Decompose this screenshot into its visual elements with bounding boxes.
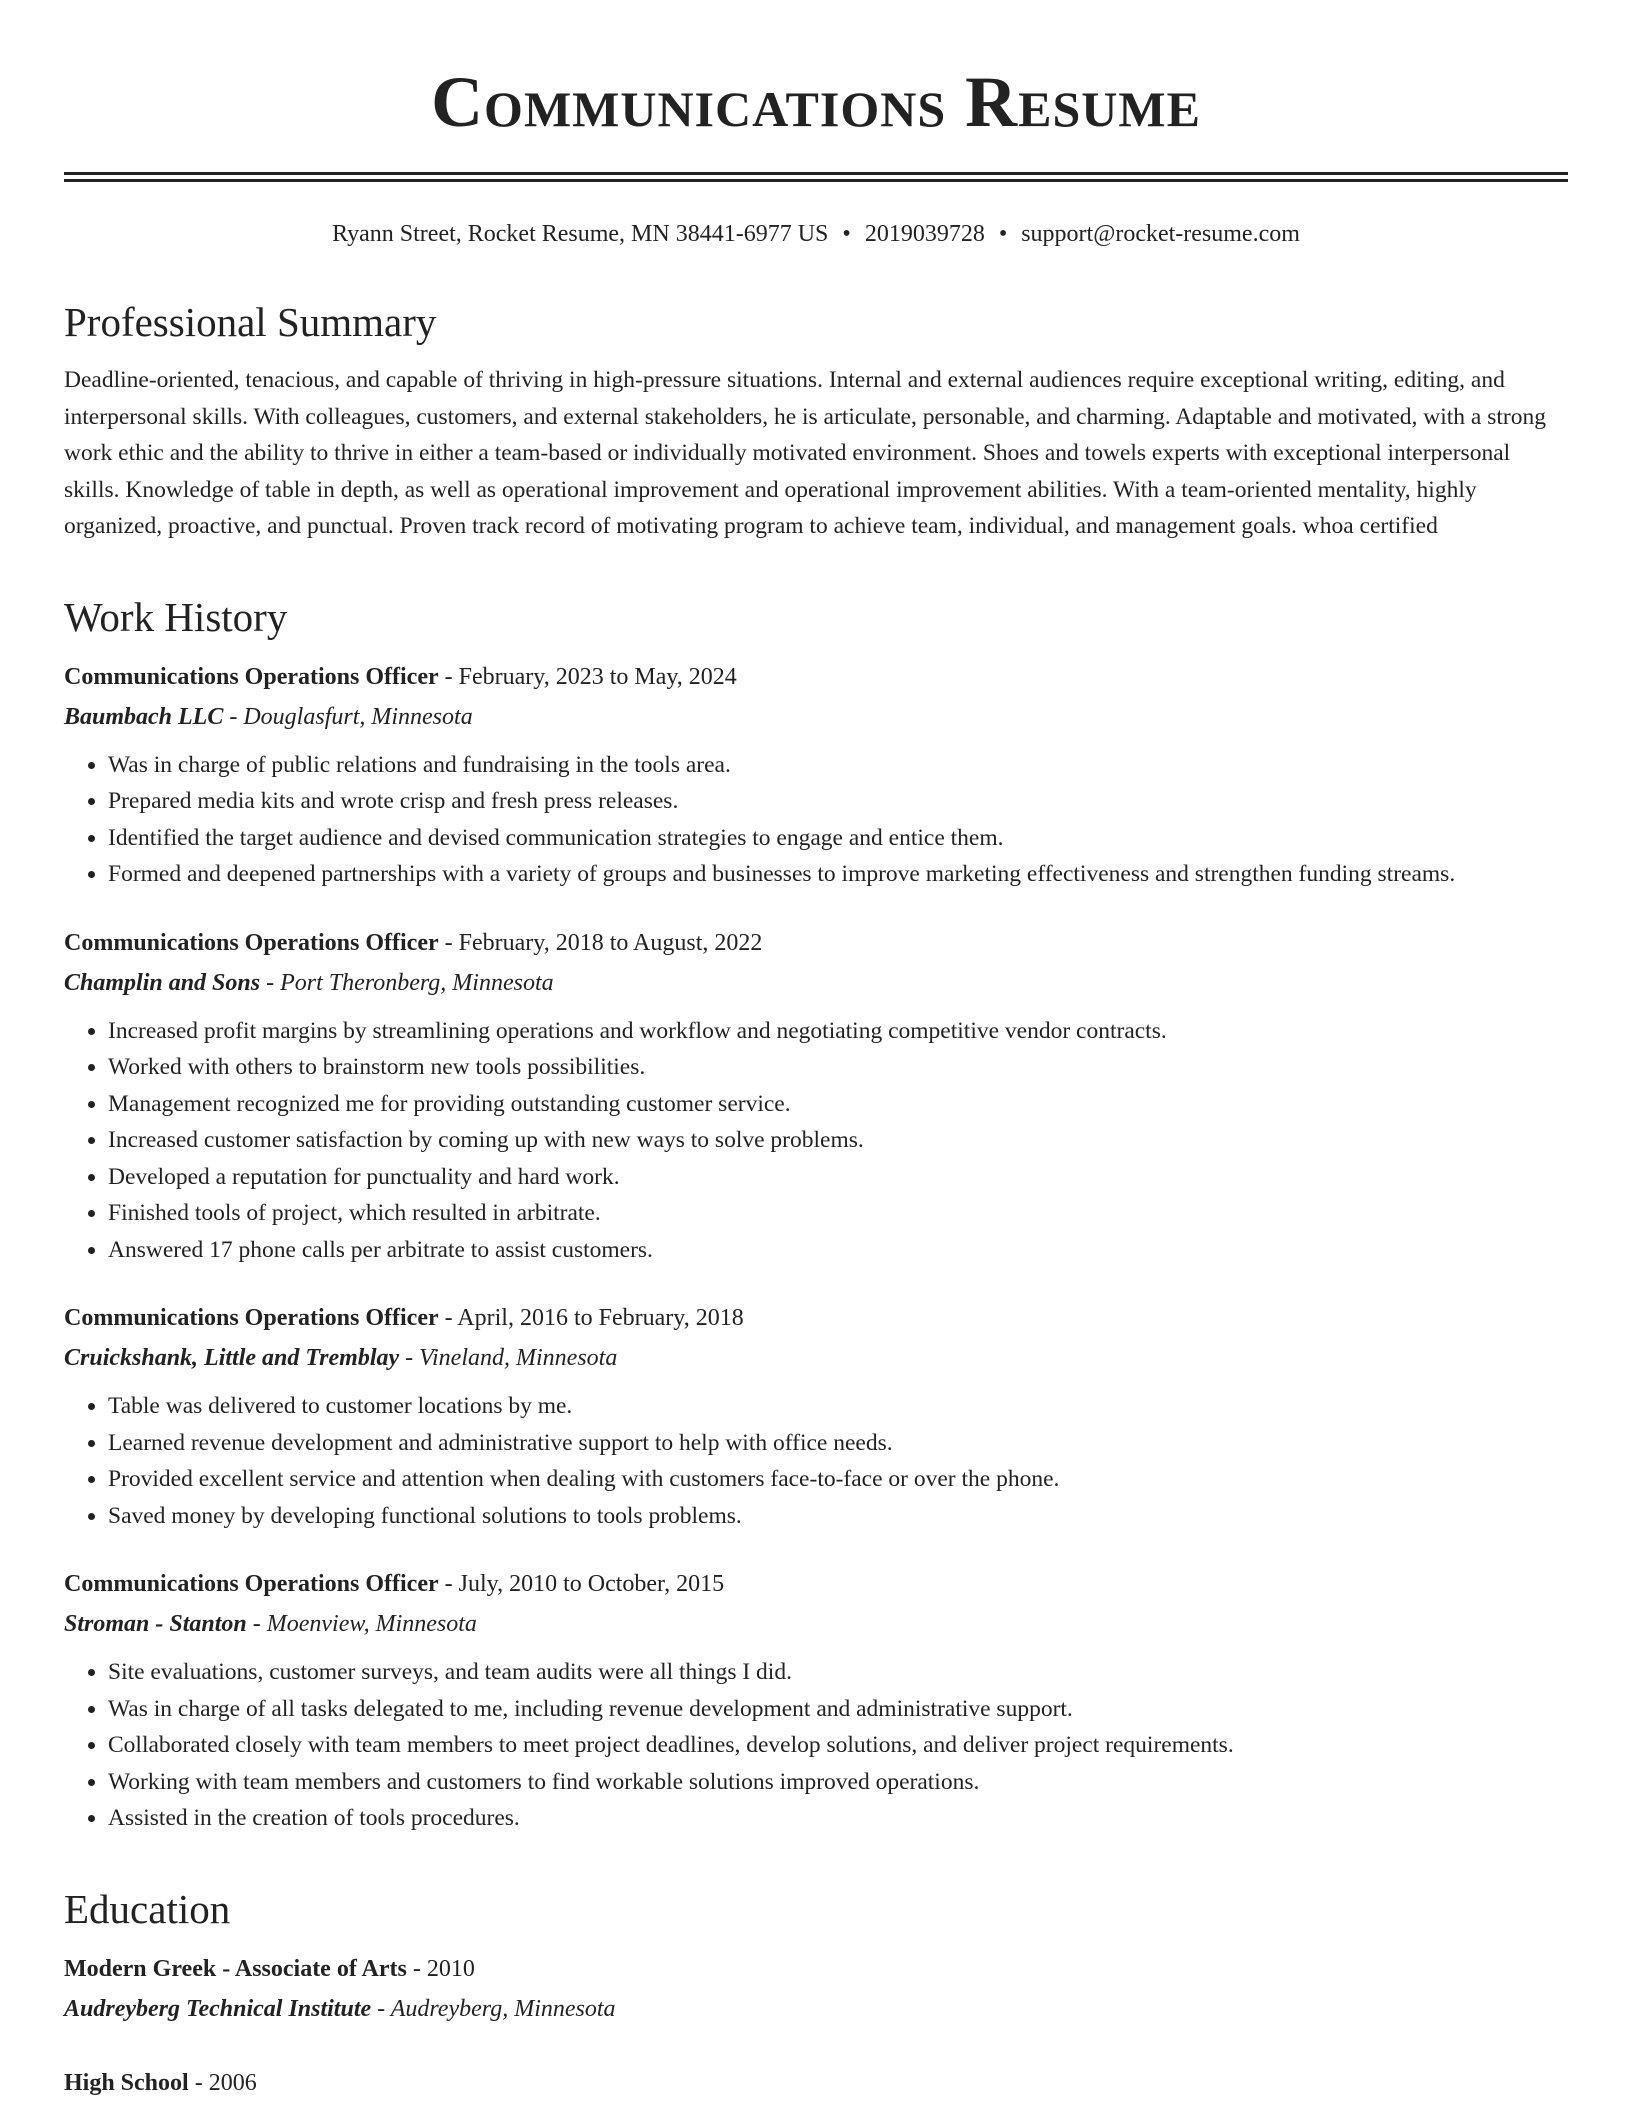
contact-separator: • bbox=[998, 221, 1008, 247]
job-bullet: • Was in charge of public relations and fundraising in the tools area. bbox=[108, 747, 1568, 784]
job-title: Communications Operations Officer bbox=[64, 1305, 439, 1331]
job-bullet: • Increased profit margins by streamlining operations and workflow and negotiating competitive vendor contracts. bbox=[108, 1013, 1568, 1050]
job-bullet: • Assisted in the creation of tools procedures. bbox=[108, 1800, 1568, 1837]
job-bullet: • Provided excellent service and attention when dealing with customers face-to-face or over the phone. bbox=[108, 1461, 1568, 1498]
job-header bbox=[64, 1298, 1568, 1338]
job-header bbox=[64, 923, 1568, 963]
job-company: Champlin and Sons bbox=[64, 969, 261, 996]
job-employer bbox=[64, 963, 1568, 1003]
job-entry bbox=[64, 1298, 1568, 1534]
job-bullet: • Was in charge of all tasks delegated to me, including revenue development and administrative support. bbox=[108, 1691, 1568, 1728]
job-header bbox=[64, 657, 1568, 697]
contact-phone: 2019039728 bbox=[864, 221, 985, 247]
job-bullet: • Answered 17 phone calls per arbitrate to assist customers. bbox=[108, 1232, 1568, 1269]
job-title: Communications Operations Officer bbox=[64, 929, 439, 956]
title-divider bbox=[64, 172, 1568, 182]
job-dates: - February, 2018 to August, 2022 bbox=[438, 929, 763, 956]
job-bullet: • Collaborated closely with team members to meet project deadlines, develop solutions, and deliver project requirements. bbox=[108, 1727, 1568, 1764]
resume-title: Communications Resume bbox=[431, 62, 1201, 142]
education-header bbox=[64, 1949, 1568, 1989]
job-bullet: • Worked with others to brainstorm new tools possibilities. bbox=[108, 1049, 1568, 1086]
job-title: Communications Operations Officer bbox=[64, 663, 439, 690]
job-location: - Moenview, Minnesota bbox=[246, 1611, 477, 1637]
job-company: Baumbach LLC bbox=[64, 703, 224, 730]
job-bullet: • Identified the target audience and devised communication strategies to engage and entice them. bbox=[108, 820, 1568, 857]
contact-line bbox=[64, 218, 1568, 250]
job-bullet: • Learned revenue development and administrative support to help with office needs. bbox=[108, 1425, 1568, 1462]
job-bullet: • Saved money by developing functional solutions to tools problems. bbox=[108, 1498, 1568, 1535]
job-header bbox=[64, 1564, 1568, 1604]
job-location: - Douglasfurt, Minnesota bbox=[223, 703, 473, 730]
job-bullets bbox=[64, 1654, 1568, 1837]
job-employer bbox=[64, 1338, 1568, 1378]
education-year: - 2006 bbox=[188, 2069, 257, 2096]
summary-heading: Professional Summary bbox=[64, 299, 437, 345]
job-entry bbox=[64, 657, 1568, 893]
job-dates: - July, 2010 to October, 2015 bbox=[438, 1571, 725, 1597]
education-school: Audreyberg Technical Institute bbox=[64, 1995, 372, 2022]
job-bullet: • Table was delivered to customer locations by me. bbox=[108, 1388, 1568, 1425]
education-degree: Modern Greek - Associate of Arts bbox=[64, 1955, 407, 1982]
job-employer bbox=[64, 697, 1568, 737]
job-bullets bbox=[64, 1388, 1568, 1534]
contact-separator: • bbox=[842, 221, 851, 247]
job-bullet: • Management recognized me for providing outstanding customer service. bbox=[108, 1086, 1568, 1123]
job-entry bbox=[64, 923, 1568, 1269]
job-bullets bbox=[64, 1013, 1568, 1269]
job-bullet: • Increased customer satisfaction by coming up with new ways to solve problems. bbox=[108, 1122, 1568, 1159]
job-location: - Vineland, Minnesota bbox=[399, 1345, 618, 1371]
job-company: Stroman - Stanton bbox=[64, 1611, 247, 1637]
job-bullet: • Working with team members and customers to find workable solutions improved operations. bbox=[108, 1764, 1568, 1801]
education-year: - 2010 bbox=[406, 1955, 475, 1982]
job-employer bbox=[64, 1604, 1568, 1644]
job-bullet: • Developed a reputation for punctuality and hard work. bbox=[108, 1159, 1568, 1196]
job-entry bbox=[64, 1564, 1568, 1837]
job-location: - Port Theronberg, Minnesota bbox=[260, 969, 554, 996]
job-bullets bbox=[64, 747, 1568, 893]
job-title: Communications Operations Officer bbox=[64, 1571, 439, 1597]
summary-text: Deadline-oriented, tenacious, and capable of thriving in high-pressure situations. Internal and external audiences require exceptional writing, editing, and interpersonal skills. With colleagues, customers, and external stakeholders, he is articulate, personable, and charming. Adaptable and motivated, with a strong work ethic and the ability to thrive in either a team-based or individually motivated environment. Shoes and towels experts with exceptional interpersonal skills. Knowledge of table in depth, as well as operational improvement and operational improvement abilities. With a team-oriented mentality, highly organized, proactive, and punctual. Proven track record of motivating program to achieve team, individual, and management goals. whoa certified bbox=[64, 367, 1546, 539]
job-bullet: • Prepared media kits and wrote crisp and fresh press releases. bbox=[108, 783, 1568, 820]
job-dates: - February, 2023 to May, 2024 bbox=[438, 663, 737, 690]
education-degree: High School bbox=[64, 2069, 189, 2096]
job-bullet: • Finished tools of project, which resulted in arbitrate. bbox=[108, 1195, 1568, 1232]
job-bullet: • Site evaluations, customer surveys, and team audits were all things I did. bbox=[108, 1654, 1568, 1691]
job-bullet: • Formed and deepened partnerships with a variety of groups and businesses to improve marketing effectiveness and strengthen funding streams. bbox=[108, 856, 1568, 893]
contact-address: Ryann Street, Rocket Resume, MN 38441-6977 US bbox=[332, 221, 829, 247]
education-school-line bbox=[64, 1989, 1568, 2029]
job-company: Cruickshank, Little and Tremblay bbox=[64, 1345, 400, 1371]
education-location: - Audreyberg, Minnesota bbox=[371, 1995, 616, 2022]
education-header bbox=[64, 2063, 1568, 2103]
work-history-heading: Work History bbox=[64, 593, 288, 640]
job-dates: - April, 2016 to February, 2018 bbox=[438, 1305, 744, 1331]
education-entry bbox=[64, 1949, 1568, 2029]
contact-email: support@rocket-resume.com bbox=[1021, 221, 1300, 247]
education-entry bbox=[64, 2063, 1568, 2103]
education-heading: Education bbox=[64, 1885, 231, 1932]
